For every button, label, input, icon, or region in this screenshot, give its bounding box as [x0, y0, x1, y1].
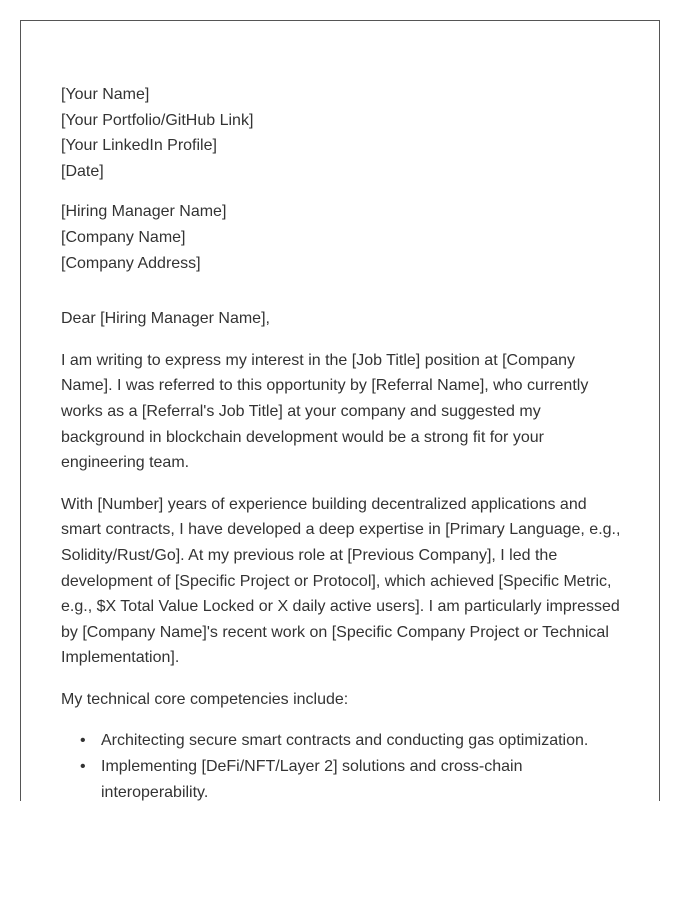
recipient-address: [Company Address]	[61, 254, 201, 272]
paragraph-competencies-intro	[61, 687, 633, 713]
paragraph-interest	[61, 348, 633, 476]
competencies-list	[61, 728, 633, 801]
paragraph-line: engineering team.	[61, 454, 190, 472]
sender-block	[61, 82, 633, 184]
paragraph-line: works as a [Referral's Job Title] at your company and suggested my	[61, 402, 541, 420]
paragraph-line: background in blockchain development would be a strong fit for your	[61, 428, 544, 446]
letter-date: [Date]	[61, 162, 104, 180]
paragraph-line: e.g., $X Total Value Locked or X daily active users]. I am particularly impressed	[61, 598, 620, 616]
salutation: Dear [Hiring Manager Name],	[61, 310, 270, 328]
paragraph-line: My technical core competencies include:	[61, 690, 349, 708]
paragraph-line: With [Number] years of experience building decentralized applications and	[61, 495, 587, 513]
list-item-text: Implementing [DeFi/NFT/Layer 2] solutions and cross-chain	[101, 758, 523, 776]
letter-body	[61, 82, 633, 801]
paragraph-line: Name]. I was referred to this opportunity by [Referral Name], who currently	[61, 377, 589, 395]
recipient-name: [Hiring Manager Name]	[61, 203, 227, 221]
sender-linkedin-profile: [Your LinkedIn Profile]	[61, 137, 217, 155]
sender-name: [Your Name]	[61, 86, 150, 103]
sender-portfolio-link: [Your Portfolio/GitHub Link]	[61, 111, 254, 129]
paragraph-line: smart contracts, I have developed a deep expertise in [Primary Language, e.g.,	[61, 521, 621, 539]
paragraph-experience	[61, 492, 633, 671]
bullet-icon: •	[80, 732, 86, 750]
paragraph-line: development of [Specific Project or Protocol], which achieved [Specific Metric,	[61, 572, 612, 590]
paragraph-line: I am writing to express my interest in the [Job Title] position at [Company	[61, 351, 575, 369]
recipient-company: [Company Name]	[61, 228, 186, 246]
letter-page	[20, 20, 660, 801]
list-item-text: interoperability.	[101, 783, 209, 801]
paragraph-line: by [Company Name]'s recent work on [Specific Company Project or Technical	[61, 623, 609, 641]
paragraph-line: Solidity/Rust/Go]. At my previous role at [Previous Company], I led the	[61, 546, 558, 564]
recipient-block	[61, 199, 633, 276]
bullet-icon: •	[80, 758, 86, 776]
paragraph-line: Implementation].	[61, 649, 180, 667]
list-item	[80, 754, 633, 801]
list-item-text: Architecting secure smart contracts and conducting gas optimization.	[101, 732, 589, 750]
list-item	[80, 728, 633, 754]
